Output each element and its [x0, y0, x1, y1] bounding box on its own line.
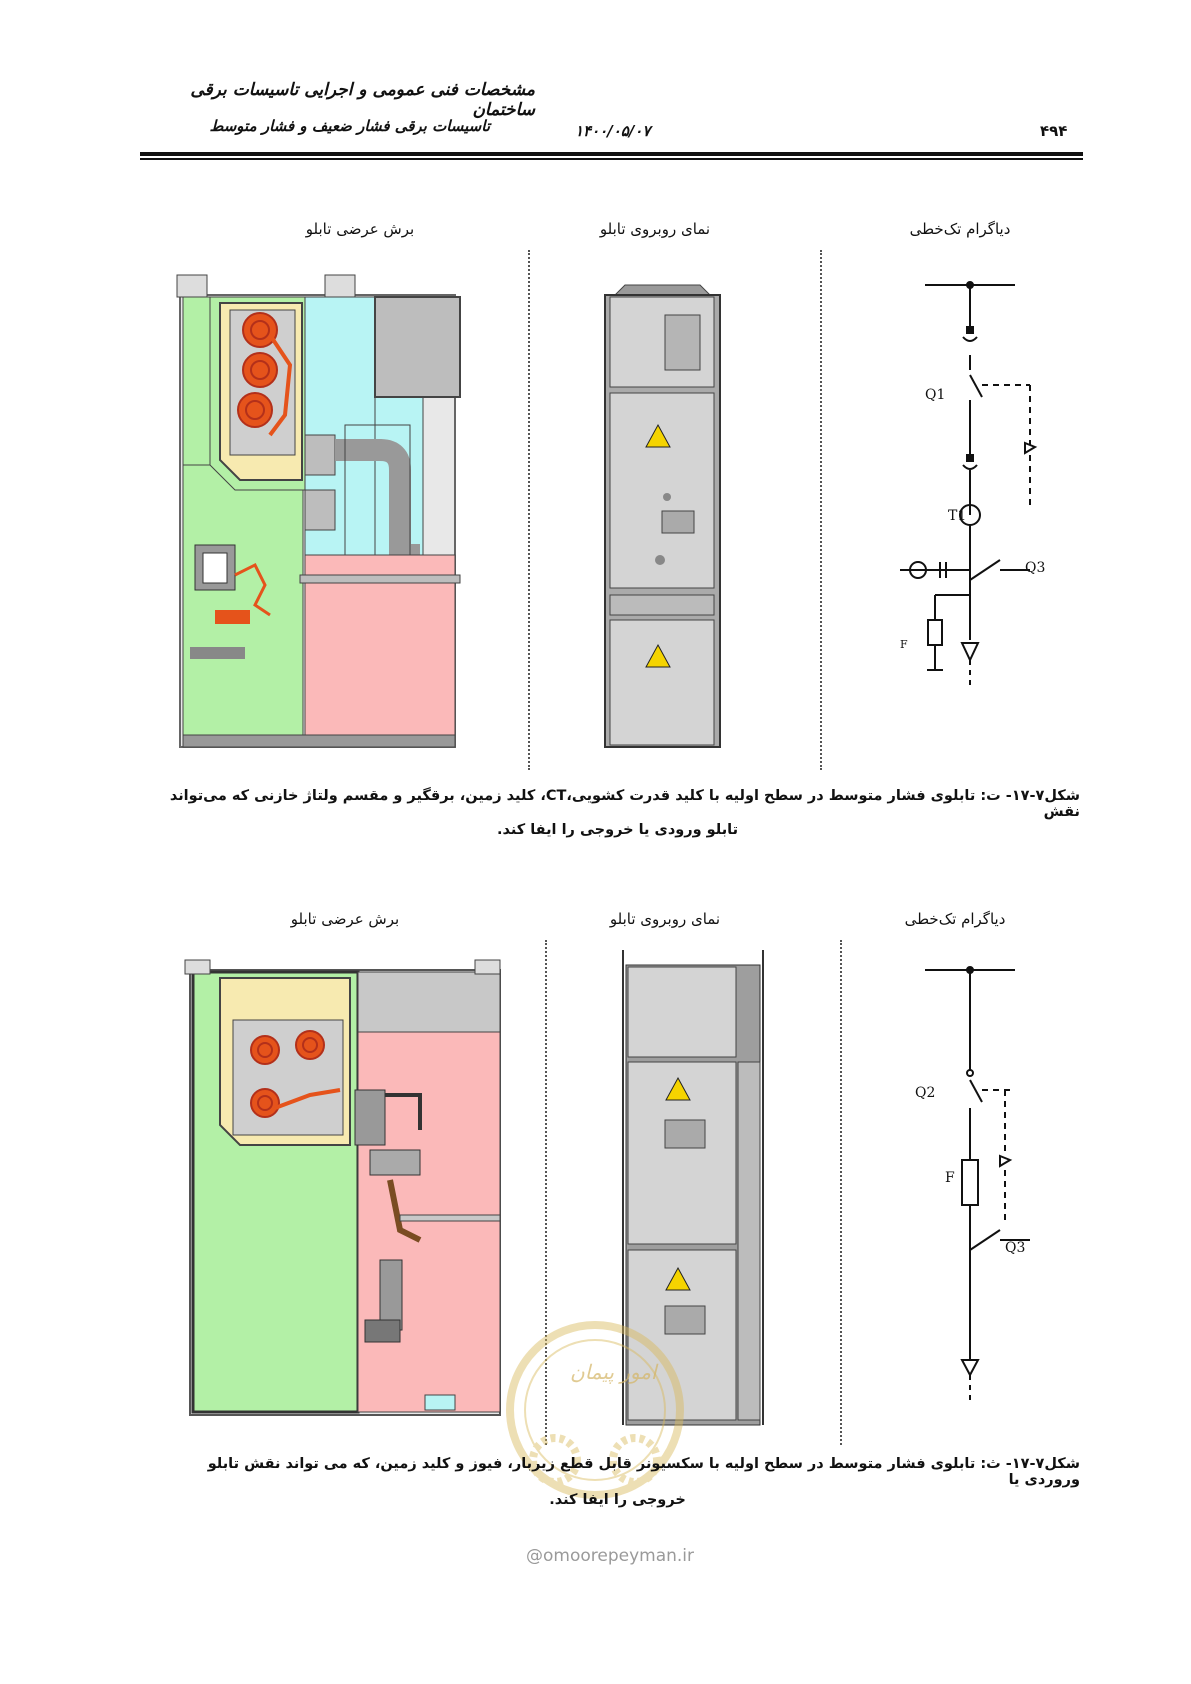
fig1-divider-left [528, 250, 530, 770]
fig1-caption-line1: شکل۷-۱۷- ت: تابلوی فشار متوسط در سطح اولیه با کلید قدرت کشویی،CT، کلید زمین، برقگیر و مقسم ولتاژ خازنی که می‌تواند نقش [169, 788, 1080, 820]
fig1-f-label: F [900, 638, 908, 651]
fig2-caption-line1: شکل۷-۱۷- ث: تابلوی فشار متوسط در سطح اولیه با سکسیونر قابل قطع زیربار، فیوز و کلید زمین، که می تواند نقش تابلو وروردی یا [207, 1456, 1080, 1488]
fig1-t1-label: T1 [948, 508, 967, 524]
header-rule-thin [140, 158, 1083, 160]
fig2-q3-label: Q3 [1005, 1240, 1026, 1256]
fig2-label-front: نمای روبروی تابلو [609, 910, 721, 928]
watermark-url: @omoorepeyman.ir [525, 1546, 695, 1566]
fig1-cross-section [175, 275, 465, 750]
document-date: ۱۴۰۰/۰۵/۰۷ [575, 122, 651, 140]
page-number: ۴۹۴ [1040, 122, 1068, 140]
fig1-q1-label: Q1 [925, 387, 946, 403]
fig1-label-section: برش عرضی تابلو [305, 220, 415, 238]
fig2-cross-section [185, 960, 505, 1420]
fig2-single-line-diagram [900, 960, 1050, 1410]
fig1-caption-line2: تابلو ورودی یا خروجی را ایفا کند. [496, 822, 739, 838]
fig1-label-diagram: دیاگرام تک‌خطی [909, 220, 1011, 238]
header-rule [140, 152, 1083, 156]
watermark-logo-text: امور پیمان [570, 1360, 657, 1384]
fig1-front-view [600, 275, 725, 750]
fig1-q3-label: Q3 [1025, 560, 1046, 576]
fig1-label-front: نمای روبروی تابلو [599, 220, 711, 238]
fig2-q2-label: Q2 [915, 1085, 936, 1101]
fig2-label-section: برش عرضی تابلو [290, 910, 400, 928]
fig1-divider-right [820, 250, 822, 770]
fig2-label-diagram: دیاگرام تک‌خطی [904, 910, 1006, 928]
fig2-caption-line2: خروجی را ایفا کند. [549, 1492, 686, 1508]
document-subtitle: تاسیسات برقی فشار ضعیف و فشار متوسط [209, 117, 490, 135]
fig2-divider-right [840, 940, 842, 1445]
document-title: مشخصات فنی عمومی و اجرایی تاسیسات برقی ساختمان [190, 80, 535, 120]
fig2-f-label: F [945, 1170, 955, 1186]
